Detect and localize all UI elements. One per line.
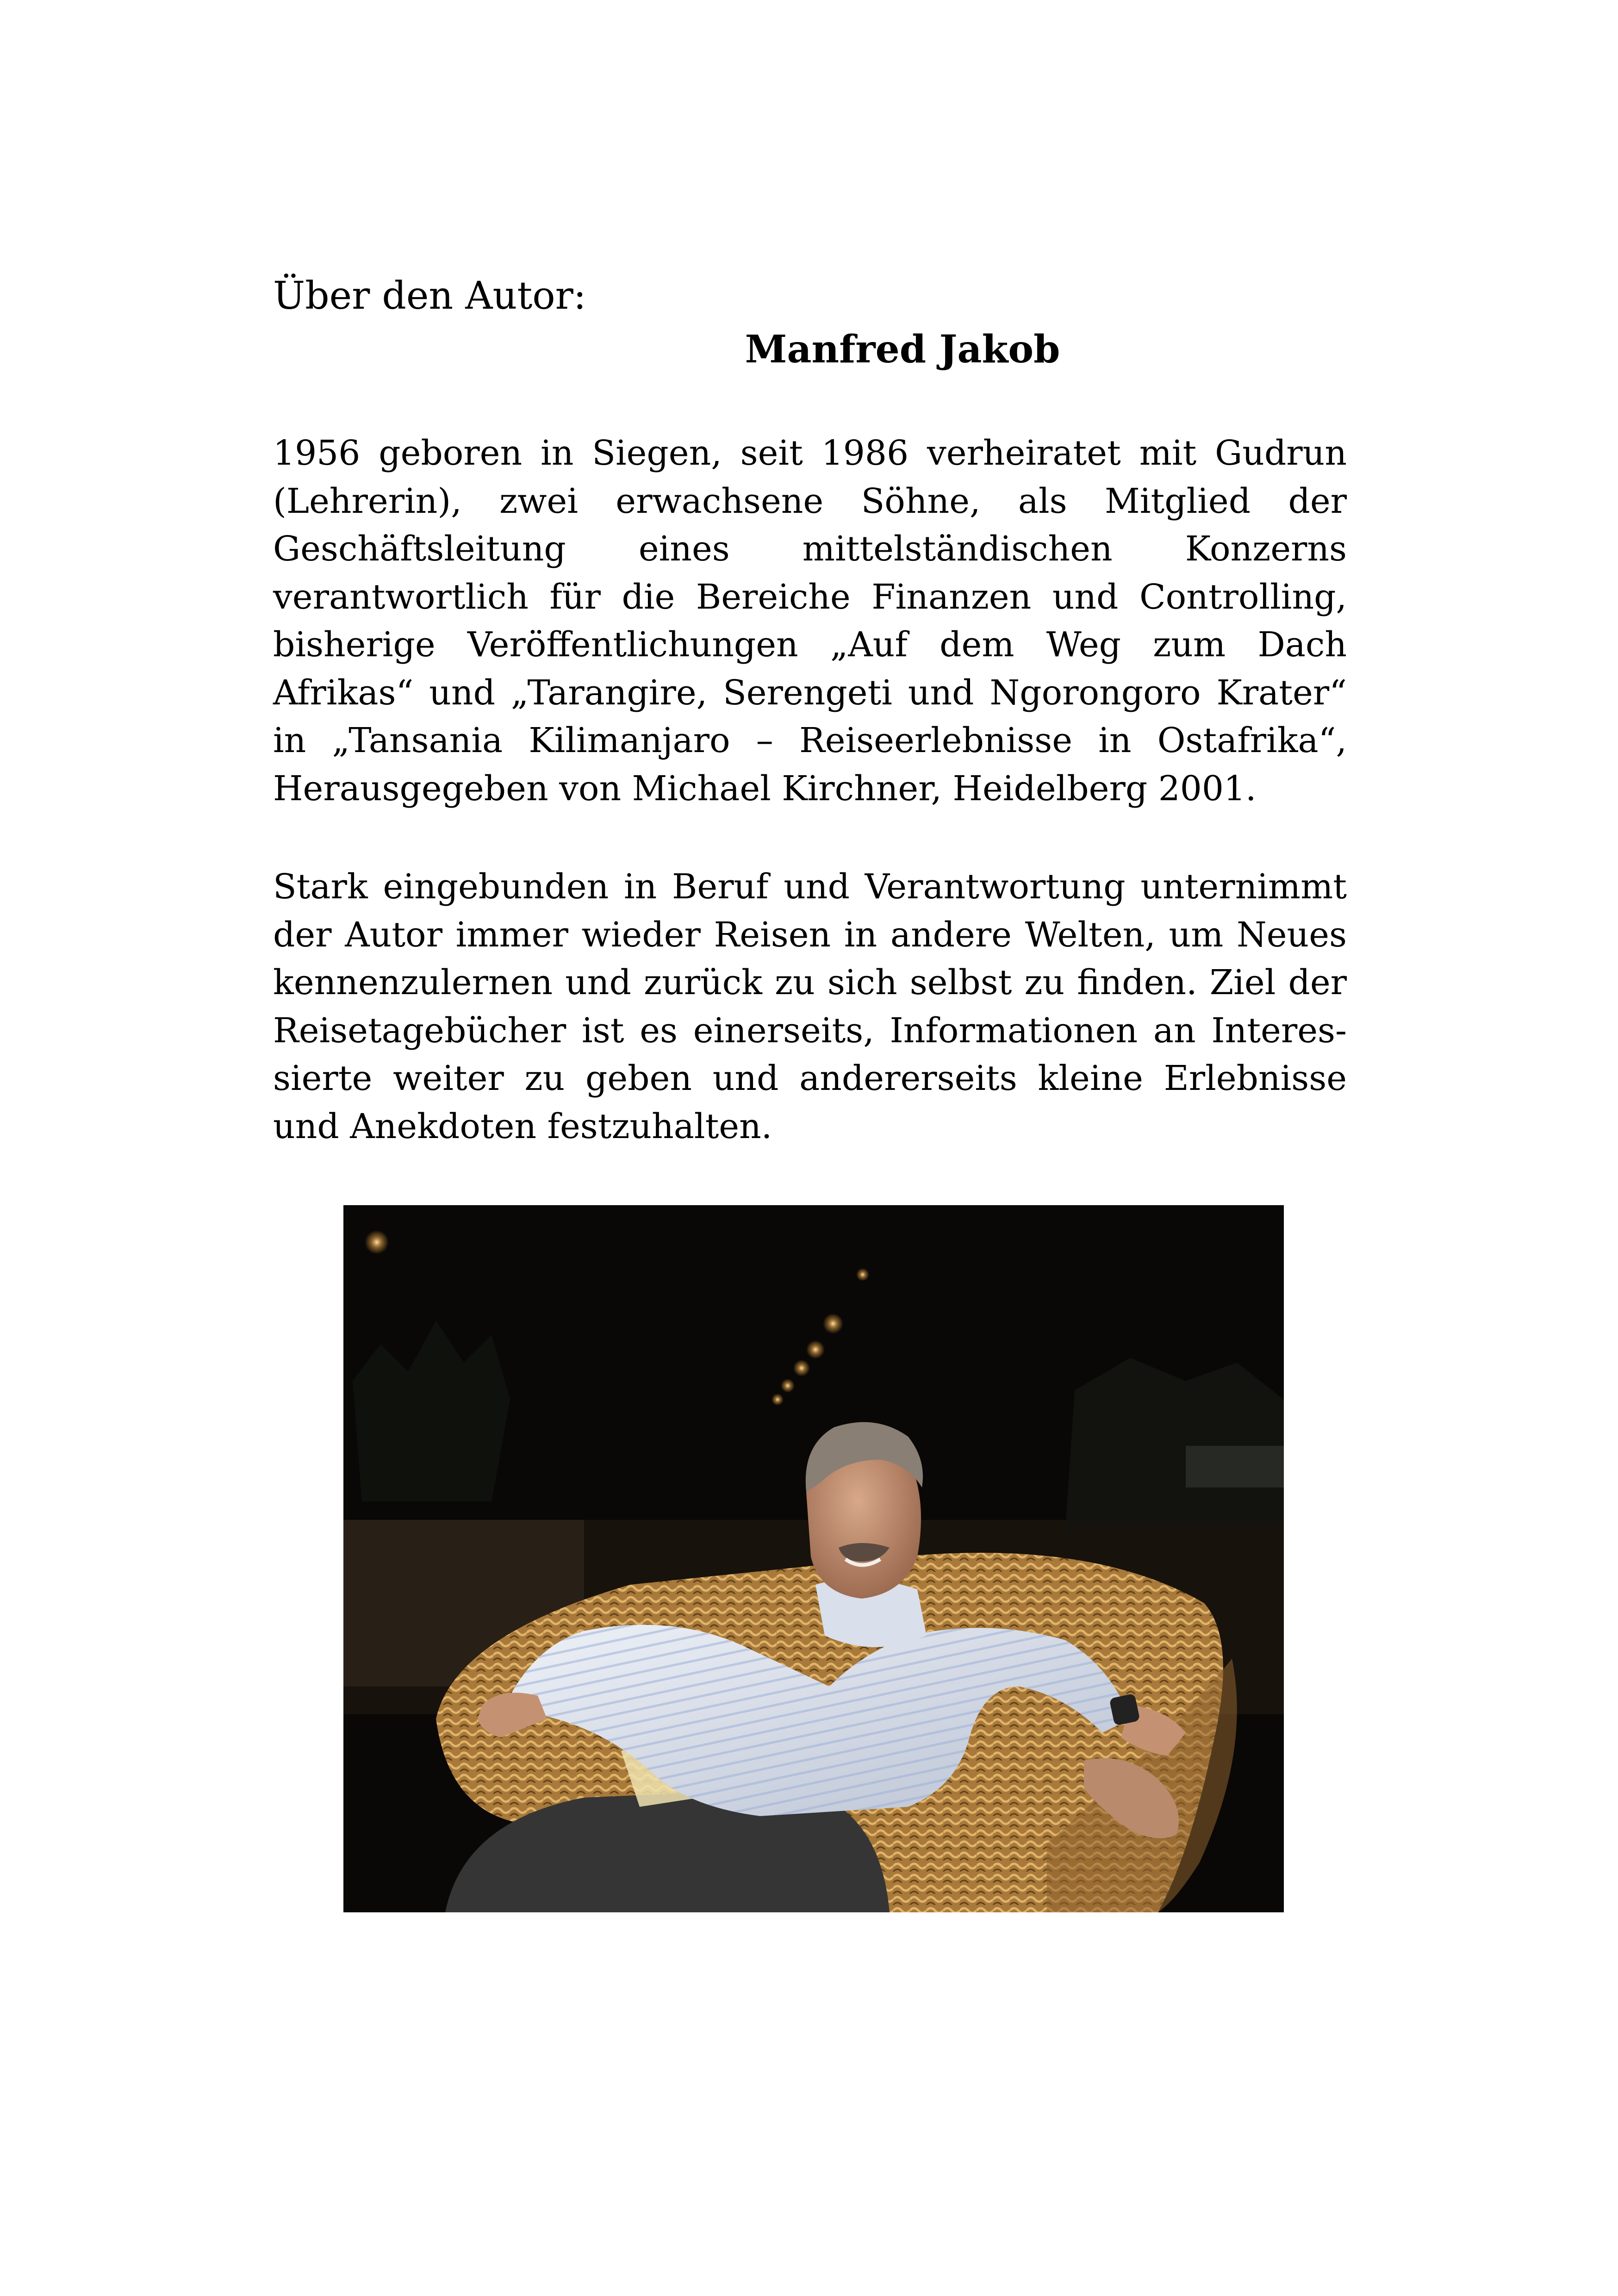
author-photo	[343, 1205, 1284, 1912]
author-name: Manfred Jakob	[745, 327, 1060, 372]
section-heading: Über den Autor:	[273, 274, 586, 318]
biography-paragraph: 1956 geboren in Siegen, seit 1986 verheiratet mit Gudrun (Lehrerin), zwei erwachsene Söhne, als Mitglied der Geschäftsleitung eines mittelständischen Konzerns verantwortlich für die Bereiche Finanzen und Controlling, bisherige Veröffentlichungen „Auf dem Weg zum Dach Afrikas“ und „Tarangire, Serengeti und Ngorongoro Krater“ in „Tansania Kilimanjaro – Reiseerlebnisse in Ostafrika“, Herausgegeben von Michael Kirchner, Heidelberg 2001.	[273, 433, 1347, 809]
description-paragraph: Stark eingebunden in Beruf und Verantwortung unternimmt der Autor immer wieder Reisen in andere Welten, um Neues kennenzulernen und zurück zu sich selbst zu finden. Ziel der Reisetagebücher ist es einerseits, Informationen an Interessierte weiter zu geben und andererseits kleine Erlebnisse und Anekdoten festzuhalten.	[273, 867, 1347, 1146]
